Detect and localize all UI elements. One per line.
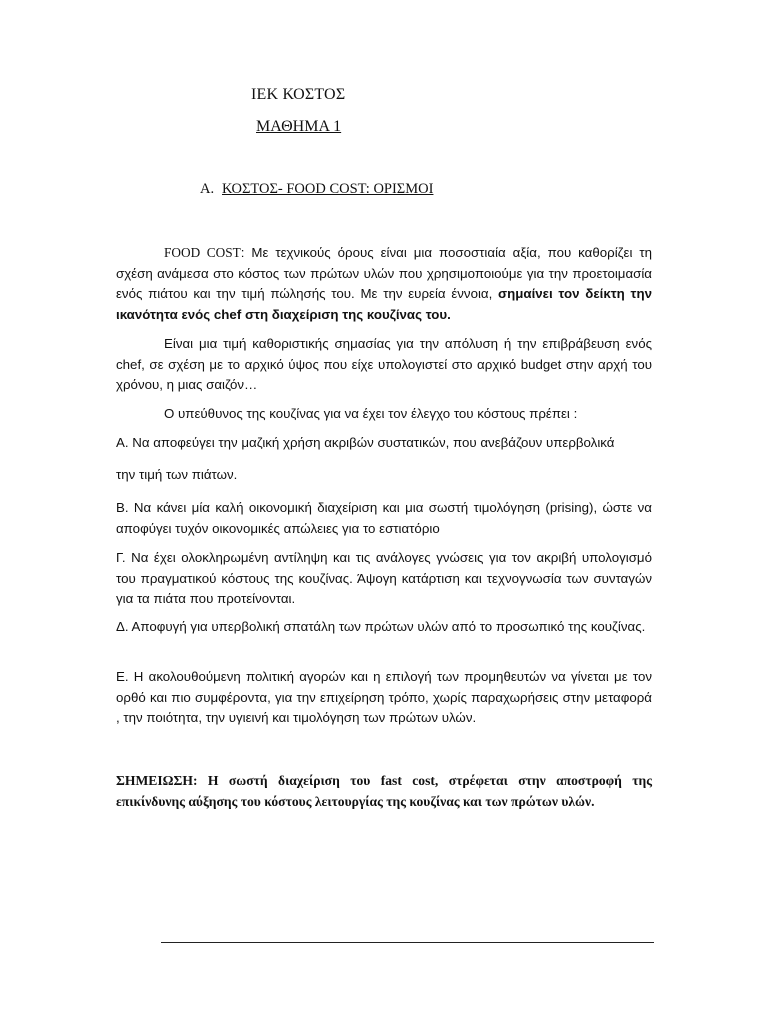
note: ΣΗΜΕΙΩΣΗ: Η σωστή διαχείριση του fast cost, στρέφεται στην αποστροφή της επικίνδυνης αύξησης του κόστους λειτουργίας της κουζίνας και των πρώτων υλών.: [116, 773, 652, 809]
paragraph-food-cost: [116, 243, 652, 325]
item-a: Α. Να αποφεύγει την μαζική χρήση ακριβών συστατικών, που ανεβάζουν υπερβολικά: [116, 435, 615, 450]
paragraph-bold: σημαίνει τον δείκτη την ικανότητα ενός chef στη διαχείριση της κουζίνας του.: [116, 286, 652, 322]
item-a-cont: την τιμή των πιάτων.: [116, 467, 238, 482]
footer-divider: [161, 942, 654, 943]
paragraph-2: Είναι μια τιμή καθοριστικής σημασίας για την απόλυση ή την επιβράβευση ενός chef, σε σχέση με το αρχικό ύψος που είχε υπολογιστεί στο αρχικό budget στην αρχή του χρόνου, η μιας σαιζόν…: [116, 336, 652, 392]
section-title: ΚΟΣΤΟΣ- FOOD COST: ΟΡΙΣΜΟΙ: [222, 181, 434, 197]
section-letter: Α.: [200, 181, 215, 197]
paragraph-text: : Με τεχνικούς όρους είναι μια ποσοστιαία αξία, που καθορίζει τη σχέση ανάμεσα στο κόστος των πρώτων υλών που χρησιμοποιούμε για την προετοιμασία ενός πιάτου και την τιμή πώλησής του. Με την ευρεία έννοια,: [116, 245, 652, 301]
item-b: Β. Να κάνει μία καλή οικονομική διαχείριση και μια σωστή τιμολόγηση (prising), ώστε να αποφύγει τυχόν οικονομικές απώλειες για το εστιατόριο: [116, 500, 652, 536]
item-c: Γ. Να έχει ολοκληρωμένη αντίληψη και τις ανάλογες γνώσεις για τον ακριβή υπολογισμό του πραγματικού κόστους της κουζίνας. Άψογη κατάρτιση και τεχνογνωσία των συνταγών για τα πιάτα που προτείνονται.: [116, 550, 652, 606]
item-d: Δ. Αποφυγή για υπερβολική σπατάλη των πρώτων υλών από το προσωπικό της κουζίνας.: [116, 619, 646, 634]
lesson-title: ΜΑΘΗΜΑ 1: [256, 118, 342, 135]
section-heading: [200, 181, 433, 198]
paragraph-lead: FOOD COST: [164, 245, 241, 260]
school-title: ΙΕΚ ΚΟΣΤΟΣ: [251, 86, 346, 103]
paragraph-3: Ο υπεύθυνος της κουζίνας για να έχει τον έλεγχο του κόστους πρέπει :: [164, 406, 578, 421]
item-e: Ε. Η ακολουθούμενη πολιτική αγορών και η επιλογή των προμηθευτών να γίνεται με τον ορθό και πιο συμφέροντα, για την επιχείρηση τρόπο, χωρίς παραχωρήσεις στην μεταφορά , την ποιότητα, την υγιεινή και τιμολόγηση των πρώτων υλών.: [116, 669, 652, 725]
